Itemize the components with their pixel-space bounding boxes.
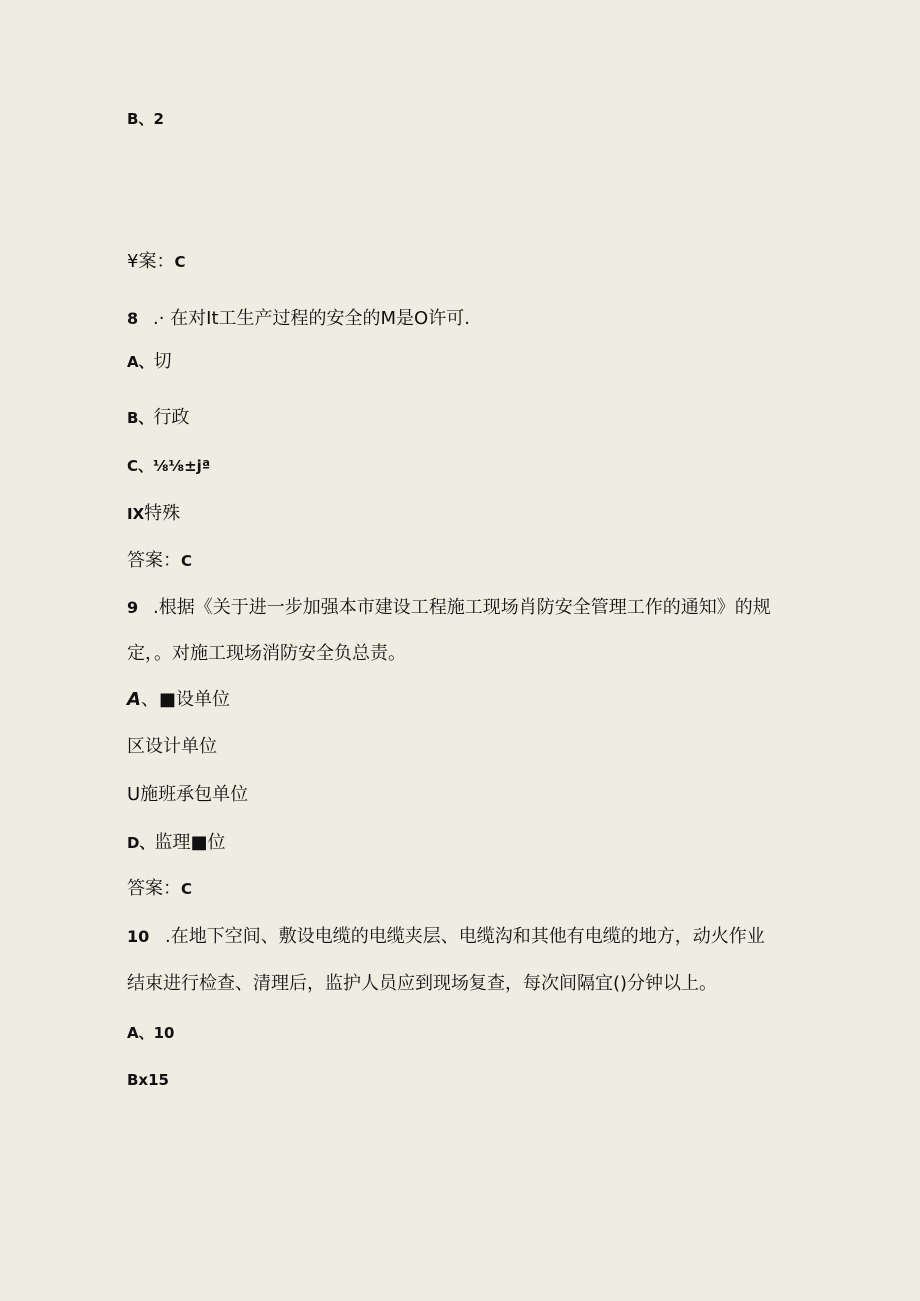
question-9-line-1: 9 .根据《关于进一步加强本市建设工程施工现场肖防安全管理工作的通知》的规 (127, 597, 771, 618)
question-10-line-1: 10 .在地下空间、敷设电缆的电缆夹层、电缆沟和其他有电缆的地方，动火作业 (127, 926, 765, 947)
question-10-line-2: 结束进行检查、清理后，监护人员应到现场复查，每次间隔宜()分钟以上。 (127, 973, 718, 994)
option-c-q9: U施班承包单位 (127, 784, 249, 805)
answer-q9: 答案：C (127, 878, 193, 899)
option-b-q9: 区设计单位 (127, 736, 217, 757)
option-a-q10: A、10 (127, 1024, 175, 1042)
answer-q7: ¥案：C (127, 251, 186, 272)
option-a-q8: A、切 (127, 351, 172, 372)
option-b-q8: B、行政 (127, 407, 190, 428)
option-b-q7: B、2 (127, 110, 164, 128)
question-9-line-2: 定，。对施工现场消防安全负总责。 (127, 643, 406, 664)
option-d-q9: D、监理■位 (127, 832, 226, 853)
answer-q8: 答案：C (127, 550, 193, 571)
option-d-q8: IX特殊 (127, 503, 181, 524)
option-c-q8: C、⅛⅛±jª (127, 457, 211, 475)
option-b-q10: Bx15 (127, 1071, 169, 1089)
question-8: 8 .· 在对It工生产过程的安全的M是O许可. (127, 308, 470, 329)
option-a-q9: A、■设单位 (127, 689, 230, 710)
